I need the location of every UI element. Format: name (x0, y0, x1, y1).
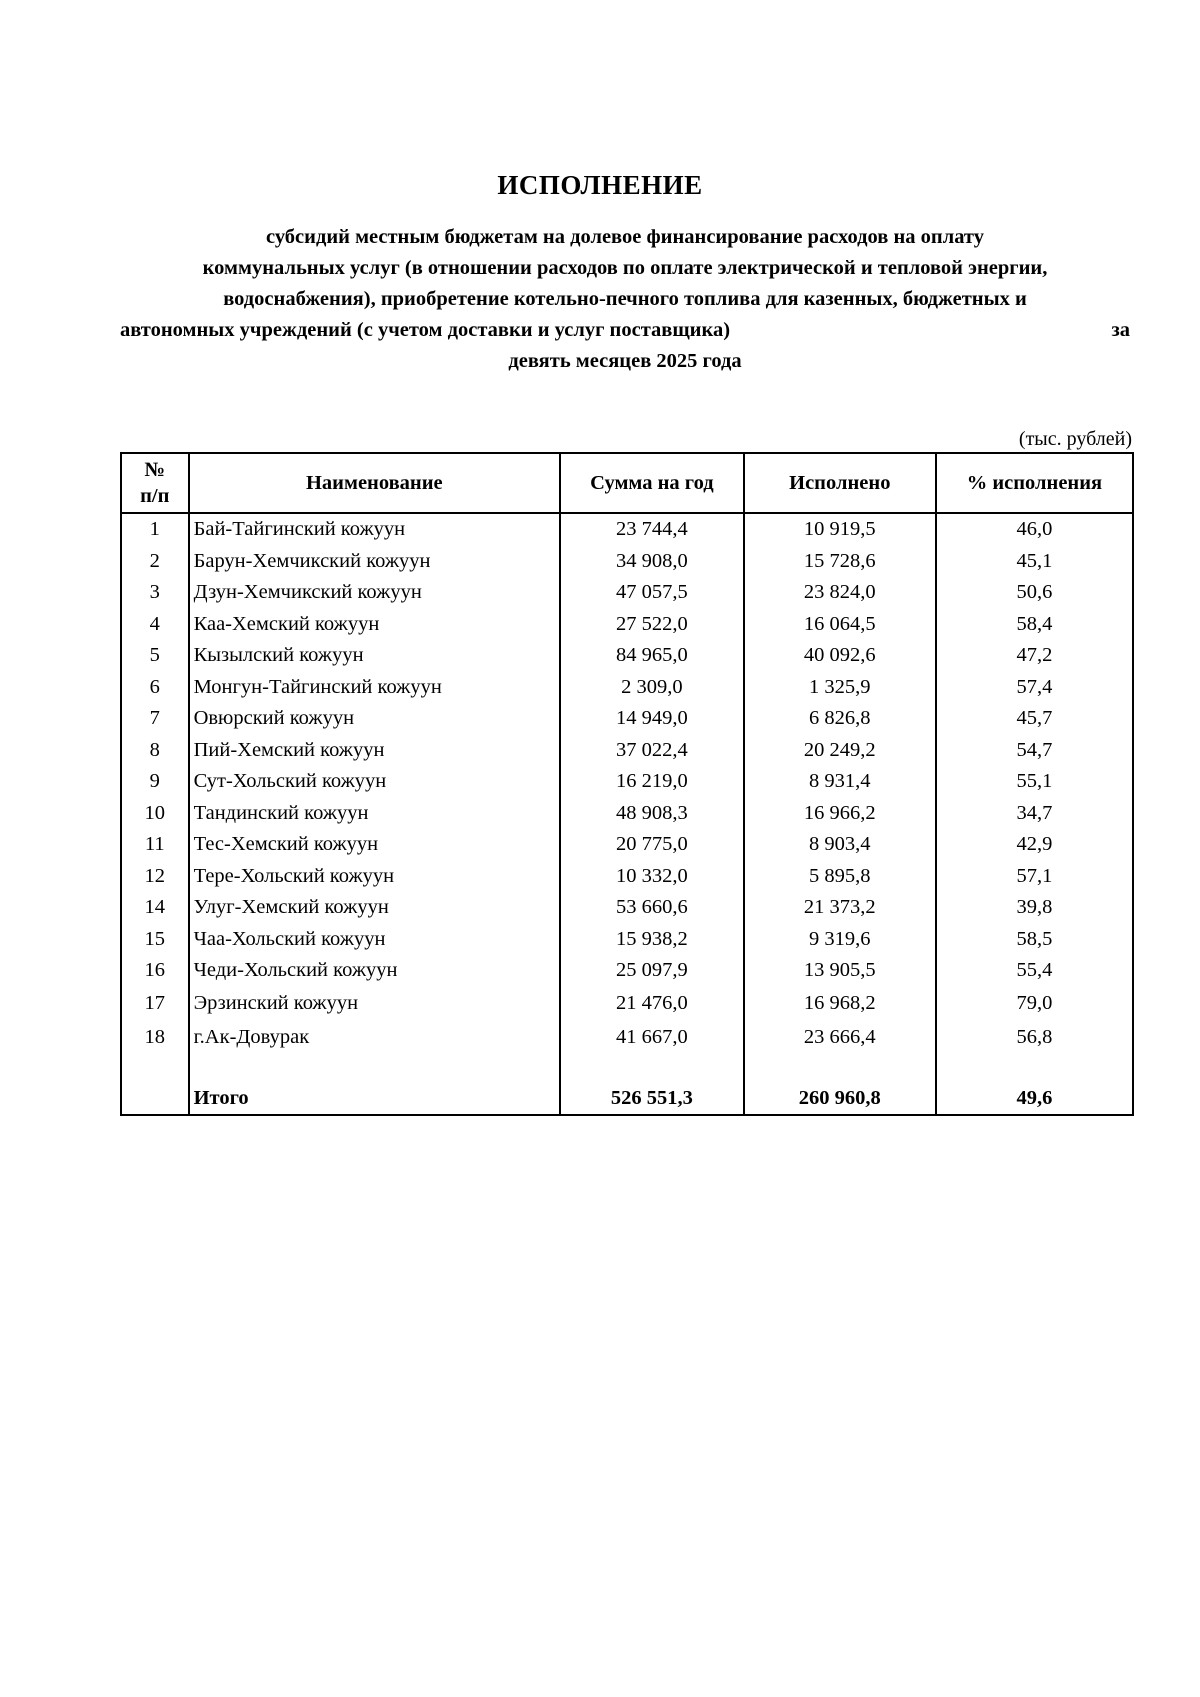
table-row (121, 924, 1133, 956)
total-pct: 49,6 (936, 1083, 1133, 1115)
table-row (121, 987, 1133, 1021)
row-num: 11 (121, 829, 189, 861)
row-done: 23 666,4 (744, 1021, 936, 1055)
row-num: 18 (121, 1021, 189, 1055)
row-pct: 47,2 (936, 640, 1133, 672)
row-done: 23 824,0 (744, 577, 936, 609)
row-name: Овюрский кожуун (189, 703, 560, 735)
row-num: 7 (121, 703, 189, 735)
row-pct: 58,5 (936, 924, 1133, 956)
row-done: 40 092,6 (744, 640, 936, 672)
header-num (121, 453, 189, 513)
row-name: Барун-Хемчикский кожуун (189, 546, 560, 578)
row-name: Дзун-Хемчикский кожуун (189, 577, 560, 609)
table-row (121, 861, 1133, 893)
table-body (121, 513, 1133, 1115)
row-sum: 10 332,0 (560, 861, 744, 893)
row-pct: 45,7 (936, 703, 1133, 735)
row-sum: 20 775,0 (560, 829, 744, 861)
table-row (121, 766, 1133, 798)
row-done: 16 966,2 (744, 798, 936, 830)
row-sum: 48 908,3 (560, 798, 744, 830)
table-row (121, 577, 1133, 609)
subtitle-line-3: водоснабжения), приобретение котельно-печного топлива для казенных, бюджетных и (223, 288, 1027, 310)
row-done: 8 931,4 (744, 766, 936, 798)
row-sum: 23 744,4 (560, 513, 744, 546)
table-row (121, 546, 1133, 578)
row-num: 5 (121, 640, 189, 672)
row-sum: 27 522,0 (560, 609, 744, 641)
row-done: 21 373,2 (744, 892, 936, 924)
row-name: Каа-Хемский кожуун (189, 609, 560, 641)
subtitle-line-4-za: за (1111, 319, 1130, 341)
row-name: Сут-Хольский кожуун (189, 766, 560, 798)
table-row (121, 640, 1133, 672)
row-done: 16 968,2 (744, 987, 936, 1021)
row-done: 20 249,2 (744, 735, 936, 767)
header-num-line1: № (144, 459, 166, 481)
row-num: 12 (121, 861, 189, 893)
row-done: 15 728,6 (744, 546, 936, 578)
row-sum: 14 949,0 (560, 703, 744, 735)
row-num: 10 (121, 798, 189, 830)
row-done: 8 903,4 (744, 829, 936, 861)
row-name: Тес-Хемский кожуун (189, 829, 560, 861)
subtitle-line-4 (120, 315, 1130, 346)
row-num: 17 (121, 987, 189, 1021)
row-sum: 2 309,0 (560, 672, 744, 704)
row-num: 15 (121, 924, 189, 956)
row-sum: 53 660,6 (560, 892, 744, 924)
row-sum: 37 022,4 (560, 735, 744, 767)
row-num: 1 (121, 513, 189, 546)
row-sum: 41 667,0 (560, 1021, 744, 1055)
row-name: Улуг-Хемский кожуун (189, 892, 560, 924)
row-name: Пий-Хемский кожуун (189, 735, 560, 767)
row-name: Чеди-Хольский кожуун (189, 955, 560, 987)
row-sum: 34 908,0 (560, 546, 744, 578)
header-done: Исполнено (744, 453, 936, 513)
subtitle-line-2: коммунальных услуг (в отношении расходов по оплате электрической и тепловой энергии, (202, 257, 1048, 279)
table-row (121, 955, 1133, 987)
header-name: Наименование (189, 453, 560, 513)
units-label: (тыс. рублей) (1018, 428, 1132, 450)
row-sum: 84 965,0 (560, 640, 744, 672)
row-num: 9 (121, 766, 189, 798)
table-spacer-row (121, 1055, 1133, 1083)
row-pct: 54,7 (936, 735, 1133, 767)
row-done: 16 064,5 (744, 609, 936, 641)
table-row (121, 735, 1133, 767)
row-name: Бай-Тайгинский кожуун (189, 513, 560, 546)
row-name: г.Ак-Довурак (189, 1021, 560, 1055)
table-row (121, 829, 1133, 861)
document-subtitle (120, 222, 1130, 377)
row-done: 1 325,9 (744, 672, 936, 704)
row-name: Тандинский кожуун (189, 798, 560, 830)
row-sum: 21 476,0 (560, 987, 744, 1021)
table-row (121, 798, 1133, 830)
row-sum: 16 219,0 (560, 766, 744, 798)
total-done: 260 960,8 (744, 1083, 936, 1115)
row-num: 3 (121, 577, 189, 609)
row-done: 5 895,8 (744, 861, 936, 893)
total-sum: 526 551,3 (560, 1083, 744, 1115)
row-sum: 15 938,2 (560, 924, 744, 956)
row-num: 4 (121, 609, 189, 641)
row-pct: 50,6 (936, 577, 1133, 609)
row-sum: 25 097,9 (560, 955, 744, 987)
header-num-line2: п/п (140, 485, 170, 507)
row-pct: 55,4 (936, 955, 1133, 987)
table-row (121, 892, 1133, 924)
execution-table (120, 452, 1134, 1116)
row-num: 16 (121, 955, 189, 987)
header-pct: % исполнения (936, 453, 1133, 513)
row-pct: 34,7 (936, 798, 1133, 830)
row-pct: 58,4 (936, 609, 1133, 641)
subtitle-line-1: субсидий местным бюджетам на долевое финансирование расходов на оплату (265, 226, 984, 248)
row-num: 2 (121, 546, 189, 578)
total-label: Итого (189, 1083, 560, 1115)
row-done: 10 919,5 (744, 513, 936, 546)
row-pct: 57,4 (936, 672, 1133, 704)
row-pct: 39,8 (936, 892, 1133, 924)
row-pct: 45,1 (936, 546, 1133, 578)
row-pct: 79,0 (936, 987, 1133, 1021)
row-pct: 55,1 (936, 766, 1133, 798)
subtitle-line-5: девять месяцев 2025 года (508, 350, 742, 372)
row-pct: 42,9 (936, 829, 1133, 861)
row-name: Эрзинский кожуун (189, 987, 560, 1021)
row-name: Тере-Хольский кожуун (189, 861, 560, 893)
row-name: Кызылский кожуун (189, 640, 560, 672)
table-row (121, 1021, 1133, 1055)
document-title: ИСПОЛНЕНИЕ (497, 170, 703, 200)
row-done: 6 826,8 (744, 703, 936, 735)
row-pct: 57,1 (936, 861, 1133, 893)
row-done: 13 905,5 (744, 955, 936, 987)
table-total-row (121, 1083, 1133, 1115)
row-num: 6 (121, 672, 189, 704)
row-pct: 56,8 (936, 1021, 1133, 1055)
row-num: 8 (121, 735, 189, 767)
subtitle-line-4-text: автономных учреждений (с учетом доставки и услуг поставщика) (120, 319, 731, 341)
table-row (121, 672, 1133, 704)
row-num: 14 (121, 892, 189, 924)
row-pct: 46,0 (936, 513, 1133, 546)
row-sum: 47 057,5 (560, 577, 744, 609)
header-sum: Сумма на год (560, 453, 744, 513)
table-row (121, 609, 1133, 641)
row-name: Чаа-Хольский кожуун (189, 924, 560, 956)
table-row (121, 703, 1133, 735)
table-header-row (121, 453, 1133, 513)
row-done: 9 319,6 (744, 924, 936, 956)
row-name: Монгун-Тайгинский кожуун (189, 672, 560, 704)
table-row (121, 513, 1133, 546)
